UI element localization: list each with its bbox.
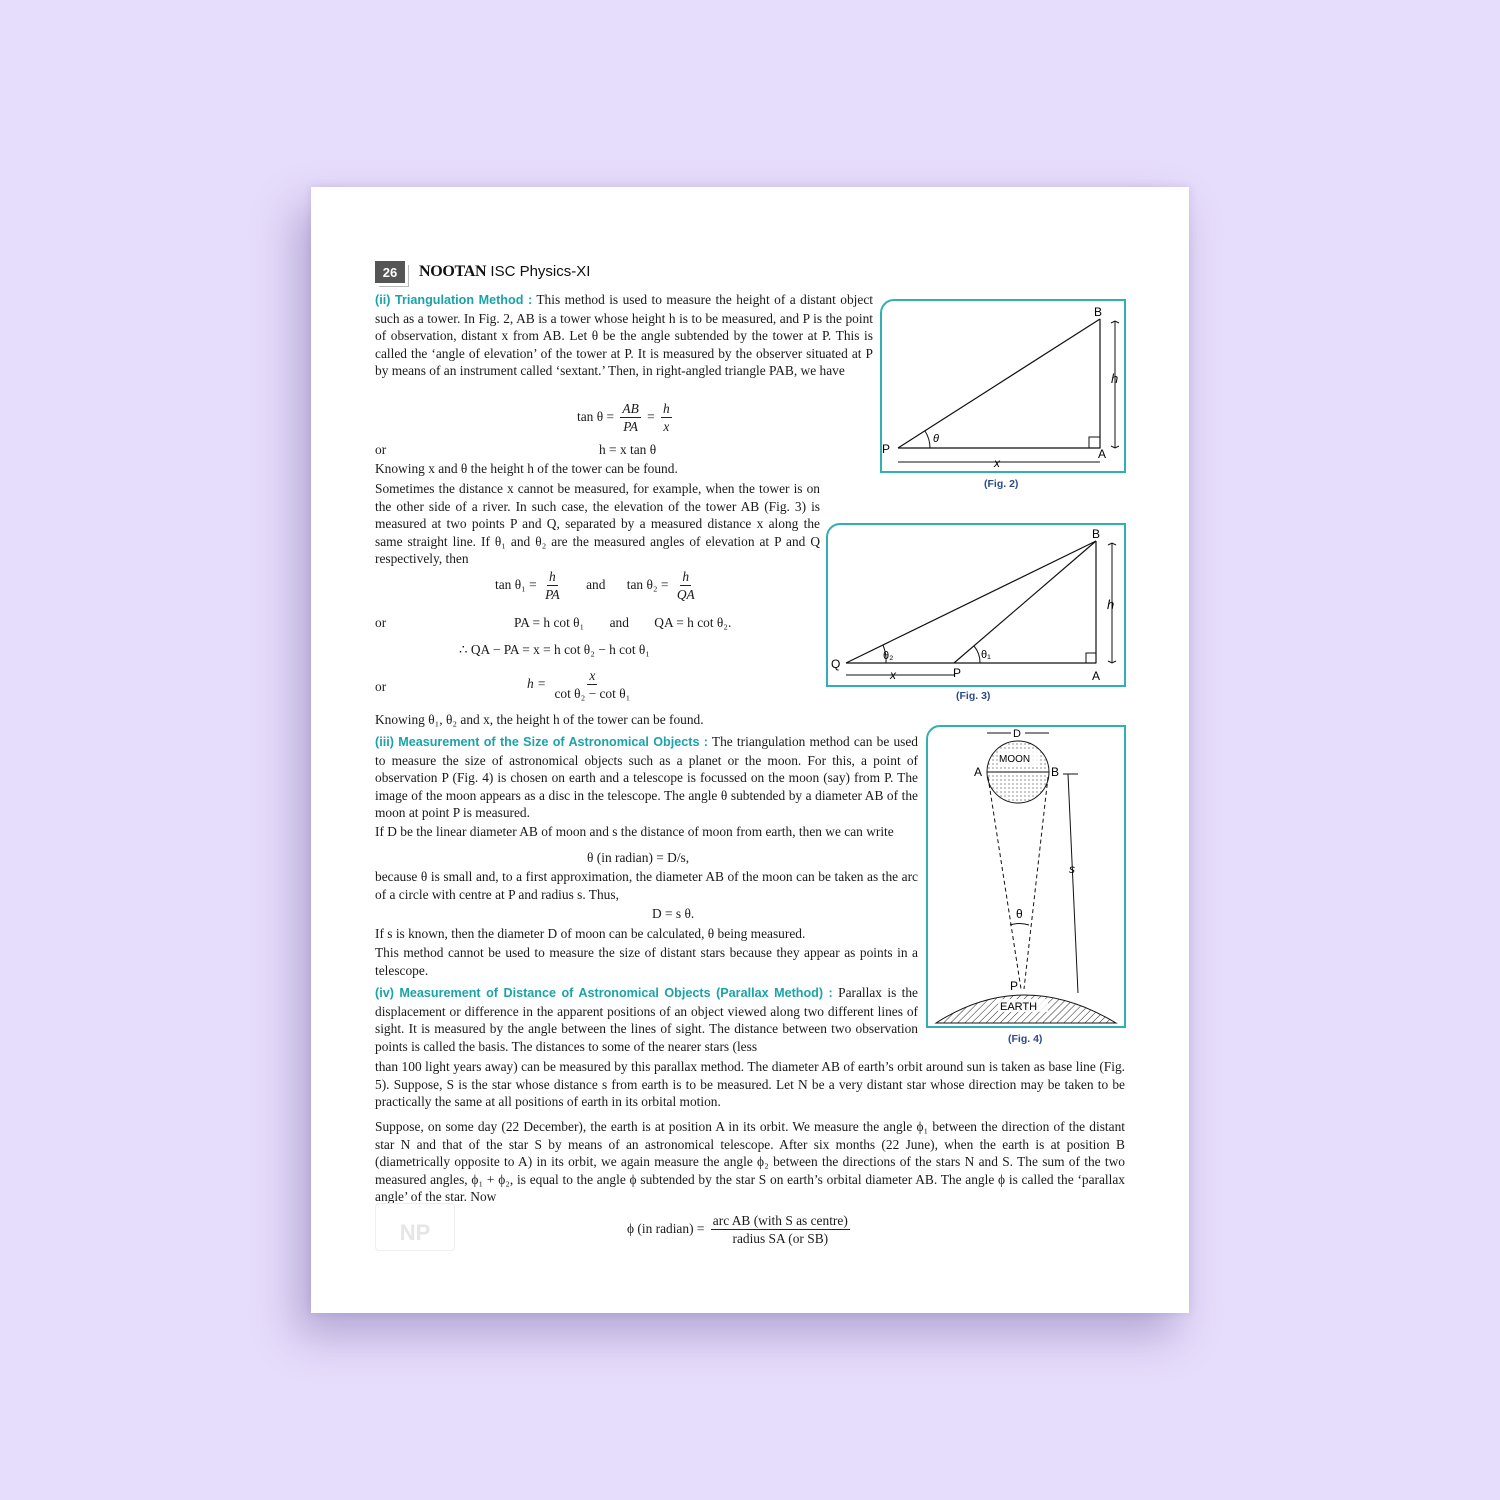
fraction [711,1213,850,1247]
numerator: h [682,569,690,584]
equals: = [647,409,655,425]
approximation-paragraph: because θ is small and, to a first approximation, the diameter AB of the moon can be taken as the arc of a circle with centre at P and radius s. Thus, [375,869,918,902]
equation-tan-theta12 [495,569,700,603]
knowing-line-2: Knowing θ₁, θ₂ and x, the height h of the tower can be found. [375,712,704,727]
equation-D: D = s θ. [652,906,695,921]
denominator: PA [623,419,638,434]
numerator: h [549,569,556,584]
equation-cot [514,615,731,631]
publisher-watermark-logo: NP [375,1203,455,1251]
triangulation-paragraph [375,291,873,380]
label-P: P [882,442,891,456]
paragraph-text: The triangulation method can be used to measure the size of astronomical objects such as a planet or the moon. For this, a point of observation P (Fig. 4) is chosen on earth and a telescope is focussed on the moon (say) from P. The image of the moon appears as a disc in the telescope. The angle θ subtended by a diameter AB of the moon at point P is measured. [375,734,918,821]
equation-tan-theta [577,401,675,435]
label-x: x [890,668,896,682]
or-label: or [375,615,387,630]
figure-3-caption: (Fig. 3) [956,690,991,702]
diameter-paragraph: If D be the linear diameter AB of moon and s the distance of moon from earth, then we can write [375,824,894,839]
equation-h-final [527,668,635,702]
river-paragraph: Sometimes the distance x cannot be measured, for example, when the tower is on the other side of a river. In such case, the elevation of the tower AB (Fig. 3) is measured at two points P and Q, separated by a measured distance x along the same straight line. If θ₁ and θ₂ are the measured angles of elevation at P and Q respectively, then [375,481,820,567]
page-header [375,259,590,285]
eq-lhs: ϕ (in radian) = [627,1221,705,1237]
eq-lhs: tan θ = [577,409,615,425]
denominator: QA [676,587,695,602]
fraction [552,668,632,702]
or-label: or [375,442,387,457]
eq-part: tan θ₁ = [495,577,537,593]
label-B: B [1092,527,1101,541]
figure-2-caption: (Fig. 2) [984,478,1019,490]
label-A: A [974,765,983,779]
numerator: AB [622,401,639,416]
denominator: radius SA (or SB) [732,1231,829,1246]
label-theta: θ [1016,907,1023,921]
figure-4-moon-size [926,725,1126,1028]
label-h: h [1111,371,1119,386]
parallax-paragraph-b: than 100 light years away) can be measured by this parallax method. The diameter AB of earth’s orbit around sun is taken as base line (Fig. 5). Suppose, S is the star whose distance s from earth is to be measured. Let N be a very distant star whose direction may be taken to be practically the same at all positions of earth in its orbital motion. [375,1059,1125,1110]
denominator: x [663,419,670,434]
fig4-diagram [928,727,1124,1026]
equation-difference: ∴ QA − PA = x = h cot θ₂ − h cot θ₁ [459,642,650,657]
eq-part: tan θ₂ = [626,577,669,593]
known-s-line: If s is known, then the diameter D of moon can be calculated, θ being measured. [375,926,806,941]
book-title-rest: ISC Physics-XI [486,263,591,280]
eq-lhs: h = [527,676,547,692]
label-Q: Q [831,657,841,671]
section-heading-size: (iii) Measurement of the Size of Astronomical Objects : [375,735,708,749]
figure-3-two-point-elevation [826,523,1126,687]
numerator: h [663,401,670,416]
figure-4-caption: (Fig. 4) [1008,1033,1043,1045]
and-word: and [586,577,606,593]
label-A: A [1098,447,1107,461]
label-theta1: θ₁ [981,649,991,661]
paragraph-text: Parallax is the displacement or difference in the apparent positions of an object viewed along two different lines of sight. It is measured by the angle between the lines of sight. The distance between two observation points is called the basis. The distances to some of the nearer stars (less [375,985,918,1054]
figure-2-triangulation [880,299,1126,473]
label-P: P [953,666,962,680]
knowing-line: Knowing x and θ the height h of the tower can be found. [375,461,678,476]
label-moon: MOON [999,754,1031,765]
book-page [311,187,1189,1313]
label-P: P [1010,979,1019,993]
numerator: x [589,668,596,683]
fraction [661,401,672,435]
label-theta: θ [933,433,939,445]
label-h: h [1107,597,1115,612]
label-theta2: θ₂ [883,650,894,662]
page-number-badge: 26 [375,261,405,283]
paragraph-text: This method is used to measure the height of a distant object such as a tower. In Fig. 2, AB is a tower whose height h is to be measured, and P is the point of observation, distant x from AB. Let θ be the angle subtended by the tower at P. This is called the ‘angle of elevation’ of the tower at P. It is measured by the observer situated at P by means of an instrument called ‘sextant.’ Then, in right-angled triangle PAB, we have [375,292,873,379]
equation-h: h = x tan θ [599,442,657,457]
equation-phi [627,1213,853,1247]
label-D: D [1013,728,1021,740]
parallax-paragraph-a [375,984,918,1055]
fraction [675,569,697,603]
eq-part: QA = h cot θ₂. [654,615,732,630]
label-A: A [1092,669,1101,683]
label-B: B [1051,765,1060,779]
fraction [620,401,640,435]
stars-limitation-paragraph: This method cannot be used to measure the size of distant stars because they appear as points in a telescope. [375,945,918,978]
denominator: cot θ₂ − cot θ₁ [554,686,631,701]
label-s: s [1069,862,1075,876]
fig2-diagram [882,301,1124,471]
denominator: PA [545,587,560,602]
fraction [543,569,562,603]
fig3-diagram [828,525,1124,685]
equation-theta-radian: θ (in radian) = D/s, [587,850,690,865]
eq-part: PA = h cot θ₁ [514,615,585,630]
astronomical-size-paragraph [375,733,918,822]
label-B: B [1094,305,1103,319]
numerator: arc AB (with S as centre) [712,1213,848,1228]
book-title-bold: NOOTAN [419,263,487,280]
and-word: and [609,615,629,630]
book-title [419,263,590,281]
section-heading-parallax: (iv) Measurement of Distance of Astronomical Objects (Parallax Method) : [375,986,833,1000]
or-label: or [375,679,387,694]
label-earth: EARTH [1000,1001,1038,1013]
parallax-angle-paragraph: Suppose, on some day (22 December), the earth is at position A in its orbit. We measure the angle ϕ₁ between the direction of the distant star N and that of the star S by means of an astronomical telescope. After six months (22 June), when the earth is at position B (diametrically opposite to A) in its orbit, we again measure the angle ϕ₂ between the directions of the stars N and S. The sum of the two measured angles, ϕ₁ + ϕ₂, is equal to the angle ϕ subtended by the star S on earth’s orbital diameter AB. The angle ϕ is called the ‘parallax angle’ of the star. Now [375,1119,1125,1205]
section-heading-triangulation: (ii) Triangulation Method : [375,293,533,307]
label-x: x [994,456,1000,470]
